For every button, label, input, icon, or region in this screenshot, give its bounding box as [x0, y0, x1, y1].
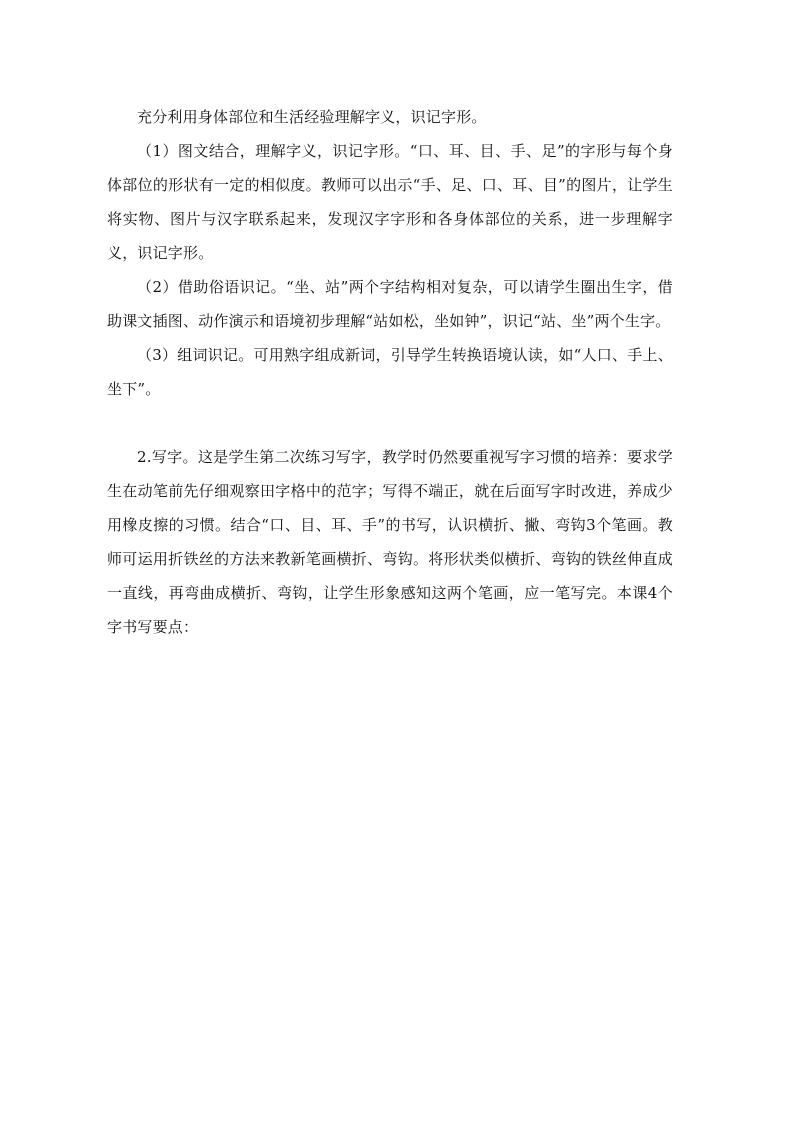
paragraph-intro: 充分利用身体部位和生活经验理解字义，识记字形。 [137, 108, 487, 126]
paragraph-spacer [107, 406, 673, 440]
paragraph-item-1: （1）图文结合，理解字义，识记字形。“口、耳、目、手、足”的字形与每个身体部位的形状有一定的相似度。教师可以出示“手、足、口、耳、目”的图片，让学生将实物、图片与汉字联系起来，发现汉字字形和各身体部位的关系，进一步理解字义，识记字形。 [107, 142, 673, 262]
paragraph-item-3: （3）组词识记。可用熟字组成新词，引导学生转换语境认读，如“人口、手上、坐下”。 [107, 346, 673, 398]
paragraph-writing: 2.写字。这是学生第二次练习写字，教学时仍然要重视写字习惯的培养：要求学生在动笔前先仔细观察田字格中的范字；写得不端正，就在后面写字时改进，养成少用橡皮擦的习惯。结合“口、目、耳、手”的书写，认识横折、撇、弯钩3个笔画。教师可运用折铁丝的方法来教新笔画横折、弯钩。将形状类似横折、弯钩的铁丝伸直成一直线，再弯曲成横折、弯钩，让学生形象感知这两个笔画，应一笔写完。本课4个字书写要点： [107, 448, 673, 636]
document-body [107, 100, 673, 644]
paragraph-item-2: （2）借助俗语识记。“坐、站”两个字结构相对复杂，可以请学生圈出生字，借助课文插图、动作演示和语境初步理解“站如松，坐如钟”，识记“站、坐”两个生字。 [107, 278, 673, 330]
